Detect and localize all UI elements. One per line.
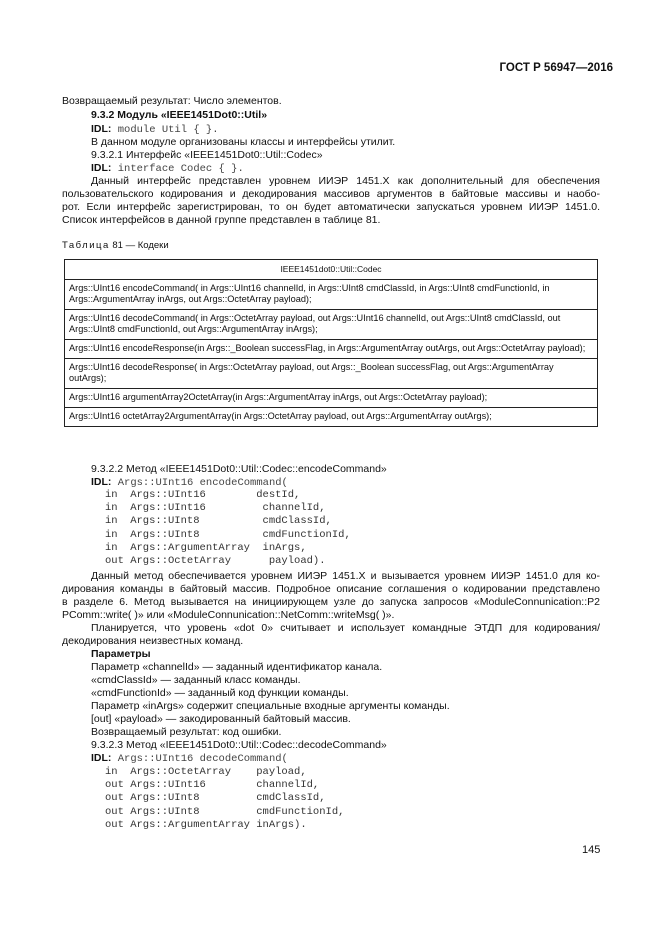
paragraph-line: Данный метод обеспечивается уровнем ИИЭР 1451.X и вызывается уровнем ИИЭР 1451.0 для ко- [91,570,600,582]
encode-code-block: in Args::UInt16 destId, in Args::UInt16 channelId, in Args::UInt8 cmdClassId, in Args::UInt8 cmdFunctionId, in Args::ArgumentArray inArgs, out Args::OctetArray payload). [105,489,351,568]
returns-line: Возвращаемый результат: Число элементов. [62,95,282,107]
encode-title: 9.3.2.2 Метод «IEEE1451Dot0::Util::Codec::encodeCommand» [91,463,387,475]
table-header-row [65,260,598,280]
idl-decode-signature [91,752,600,766]
param-line: Возвращаемый результат: код ошибки. [91,726,282,738]
idl-module-code: module Util { }. [111,124,219,136]
paragraph-line: Данный интерфейс представлен уровнем ИИЭР 1451.X как дополнительный для обеспечения [91,175,600,187]
idl-interface [91,162,600,176]
codec-table [64,259,598,427]
table-cell: Args::UInt16 argumentArray2OctetArray(in Args::ArgumentArray inArgs, out Args::OctetArray payload); [65,389,598,408]
param-line: «cmdFunctionId» — заданный код функции команды. [91,687,349,699]
table-cell: Args::UInt16 octetArray2ArgumentArray(in Args::OctetArray payload, out Args::ArgumentArray outArgs); [65,408,598,427]
idl-decode-code: Args::UInt16 decodeCommand( [111,753,288,765]
table-caption [62,240,169,251]
table-caption-label: Таблица [62,240,110,251]
table-cell: Args::UInt16 decodeCommand( in Args::OctetArray payload, out Args::UInt16 channelId, out Args::UInt8 cmdClassId, out Args::UInt8 cmdFunctionId, out Args::ArgumentArray inArgs); [65,310,598,340]
table-row [65,408,598,427]
idl-label: IDL: [91,476,112,488]
idl-encode-code: Args::UInt16 encodeCommand( [111,477,288,489]
module-description: В данном модуле организованы классы и интерфейсы утилит. [91,136,396,148]
table-header-cell: IEEE1451dot0::Util::Codec [65,260,598,280]
table-row [65,359,598,389]
paragraph-line: пользовательского кодирования и декодирования массивов аргументов в байтовые массивы и наобо- [62,188,600,200]
params-title: Параметры [91,648,151,660]
paragraph-line: PComm::write( )» или «ModuleConnunication::NetComm::writeMsg( )». [62,609,395,621]
param-line: «cmdClassId» — заданный класс команды. [91,674,301,686]
table-row [65,340,598,359]
paragraph-line: дирования команды в байтовый массив. Подробное описание соглашения о кодировании представлено [62,583,600,595]
idl-label: IDL: [91,123,112,135]
subsection-title: 9.3.2.1 Интерфейс «IEEE1451Dot0::Util::Codec» [91,149,323,161]
idl-encode-signature [91,476,600,490]
param-line: Параметр «inArgs» содержит специальные входные аргументы команды. [91,700,450,712]
paragraph-line: Список интерфейсов в данной группе представлен в таблице 81. [62,214,381,226]
paragraph-line: в разделе 6. Метод вызывается на инициирующем узле до запуска запросов «ModuleConnunication::P2 [62,596,600,608]
table-cell: Args::UInt16 encodeCommand( in Args::UInt16 channelId, in Args::UInt8 cmdClassId, in Args::UInt8 cmdFunctionId, in Args::ArgumentArray inArgs, out Args::OctetArray payload); [65,280,598,310]
idl-label: IDL: [91,162,112,174]
decode-title: 9.3.2.3 Метод «IEEE1451Dot0::Util::Codec::decodeCommand» [91,739,387,751]
idl-label: IDL: [91,752,112,764]
document-header: ГОСТ Р 56947—2016 [499,62,613,74]
table-row [65,280,598,310]
paragraph-line: декодирования неизвестных команд. [62,635,244,647]
paragraph-line: рот. Если интерфейс зарегистрирован, то он будет автоматически запускаться уровнем ИИЭР 1451.0. [62,201,600,213]
section-title: 9.3.2 Модуль «IEEE1451Dot0::Util» [91,109,268,121]
param-line: Параметр «channelId» — заданный идентификатор канала. [91,661,383,673]
decode-code-block: in Args::OctetArray payload, out Args::UInt16 channelId, out Args::UInt8 cmdClassId, out Args::UInt8 cmdFunctionId, out Args::ArgumentArray inArgs). [105,766,345,831]
param-line: [out] «payload» — закодированный байтовый массив. [91,713,351,725]
idl-interface-code: interface Codec { }. [111,163,244,175]
paragraph-line: Планируется, что уровень «dot 0» считывает и использует командные ЭТДП для кодирования/ [91,622,600,634]
table-row [65,310,598,340]
idl-module [91,123,600,137]
table-cell: Args::UInt16 encodeResponse(in Args::_Boolean successFlag, in Args::ArgumentArray outArgs, out Args::OctetArray payload); [65,340,598,359]
table-caption-title: 81 — Кодеки [109,240,169,251]
table-cell: Args::UInt16 decodeResponse( in Args::OctetArray payload, out Args::_Boolean successFlag, out Args::ArgumentArray outArgs); [65,359,598,389]
table-row [65,389,598,408]
page-number: 145 [582,844,601,856]
